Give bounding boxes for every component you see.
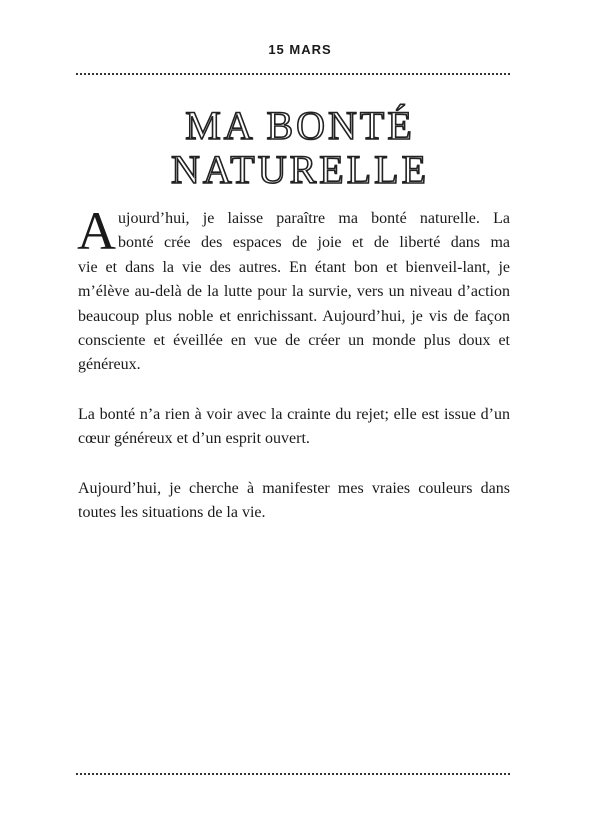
paragraph-1: [77, 201, 510, 378]
drop-cap: A: [77, 201, 116, 261]
paragraph-2: La bonté n’a rien à voir avec la crainte du rejet; elle est issue d’un cœur généreux et d’un esprit ouvert.: [78, 405, 510, 448]
title-line-2: NATURELLE: [170, 147, 430, 192]
title-line-1: MA BONTÉ: [185, 103, 415, 148]
page-date: 15 MARS: [268, 42, 332, 57]
top-dotted-divider: [76, 73, 510, 75]
paragraph-1-line-2: bonté crée des espaces de joie et de liberté dans ma: [118, 234, 510, 252]
paragraph-1-line-1: ujourd’hui, je laisse paraître ma bonté naturelle. La: [118, 210, 510, 227]
paragraph-3: Aujourd’hui, je cherche à manifester mes vraies couleurs dans toutes les situations de la vie.: [78, 479, 510, 522]
body-text: [77, 201, 510, 525]
paragraph-1-rest: vie et dans la vie des autres. En étant bon et bienveil-lant, je m’élève au-delà de la lutte pour la survie, vers un niveau d’action beaucoup plus noble et enrichissant. Aujourd’hui, je vis de façon consciente et éveillée en vue de créer un monde plus doux et généreux.: [78, 258, 510, 374]
bottom-dotted-divider: [76, 773, 510, 775]
page-title: [0, 104, 600, 192]
